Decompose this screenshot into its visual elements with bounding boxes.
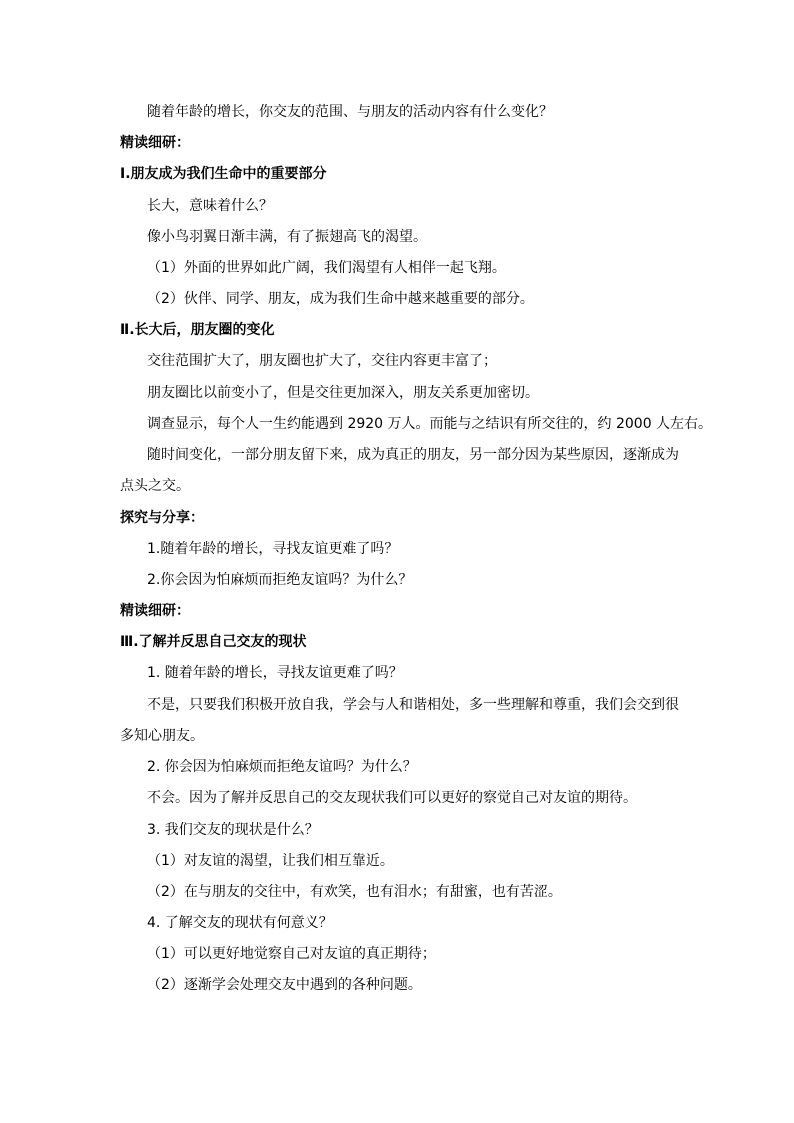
paragraph-line: 多知心朋友。 [120, 728, 204, 744]
list-item: 3. 我们交友的现状是什么？ [147, 822, 319, 838]
section-heading-1: Ⅰ.朋友成为我们生命中的重要部分 [120, 166, 327, 182]
section-heading-3: Ⅲ.了解并反思自己交友的现状 [120, 634, 307, 650]
paragraph-line: 点头之交。 [120, 478, 190, 494]
paragraph-line: 长大，意味着什么？ [147, 198, 273, 214]
paragraph-line: 交往范围扩大了，朋友圈也扩大了，交往内容更丰富了； [147, 353, 497, 369]
section-heading-2: Ⅱ.长大后，朋友圈的变化 [120, 322, 275, 338]
paragraph-line: 像小鸟羽翼日渐丰满，有了振翅高飞的渴望。 [147, 229, 427, 245]
list-item: （2）逐渐学会处理交友中遇到的各种问题。 [147, 977, 422, 993]
section-heading-close-reading-2: 精读细研： [120, 603, 190, 619]
list-item: 1.随着年龄的增长，寻找友谊更难了吗？ [147, 541, 399, 557]
paragraph-line: 调查显示，每个人一生约能遇到 2920 万人。而能与之结识有所交往的，约 2000 人左右。 [147, 416, 713, 432]
intro-question: 随着年龄的增长，你交友的范围、与朋友的活动内容有什么变化？ [147, 104, 553, 120]
paragraph-line: 朋友圈比以前变小了，但是交往更加深入，朋友关系更加密切。 [147, 385, 539, 401]
list-item: 2.你会因为怕麻烦而拒绝友谊吗？为什么？ [147, 572, 413, 588]
paragraph-line: 随时间变化，一部分朋友留下来，成为真正的朋友，另一部分因为某些原因，逐渐成为 [147, 447, 679, 463]
list-item: （2）伙伴、同学、朋友，成为我们生命中越来越重要的部分。 [147, 291, 534, 307]
list-item: （1）对友谊的渴望，让我们相互靠近。 [147, 853, 394, 869]
paragraph-line: 不是，只要我们积极开放自我，学会与人和谐相处，多一些理解和尊重，我们会交到很 [147, 697, 679, 713]
list-item: 4. 了解交友的现状有何意义？ [147, 915, 333, 931]
list-item: （1）可以更好地觉察自己对友谊的真正期待； [147, 946, 436, 962]
paragraph-line: 不会。因为了解并反思自己的交友现状我们可以更好的察觉自己对友谊的期待。 [147, 790, 637, 806]
list-item: 1. 随着年龄的增长，寻找友谊更难了吗？ [147, 665, 403, 681]
section-heading-close-reading-1: 精读细研： [120, 135, 190, 151]
list-item: 2. 你会因为怕麻烦而拒绝友谊吗？为什么？ [147, 759, 417, 775]
list-item: （1）外面的世界如此广阔，我们渴望有人相伴一起飞翔。 [147, 260, 506, 276]
section-heading-explore-share: 探究与分享： [120, 510, 204, 526]
list-item: （2）在与朋友的交往中，有欢笑，也有泪水；有甜蜜，也有苦涩。 [147, 884, 562, 900]
